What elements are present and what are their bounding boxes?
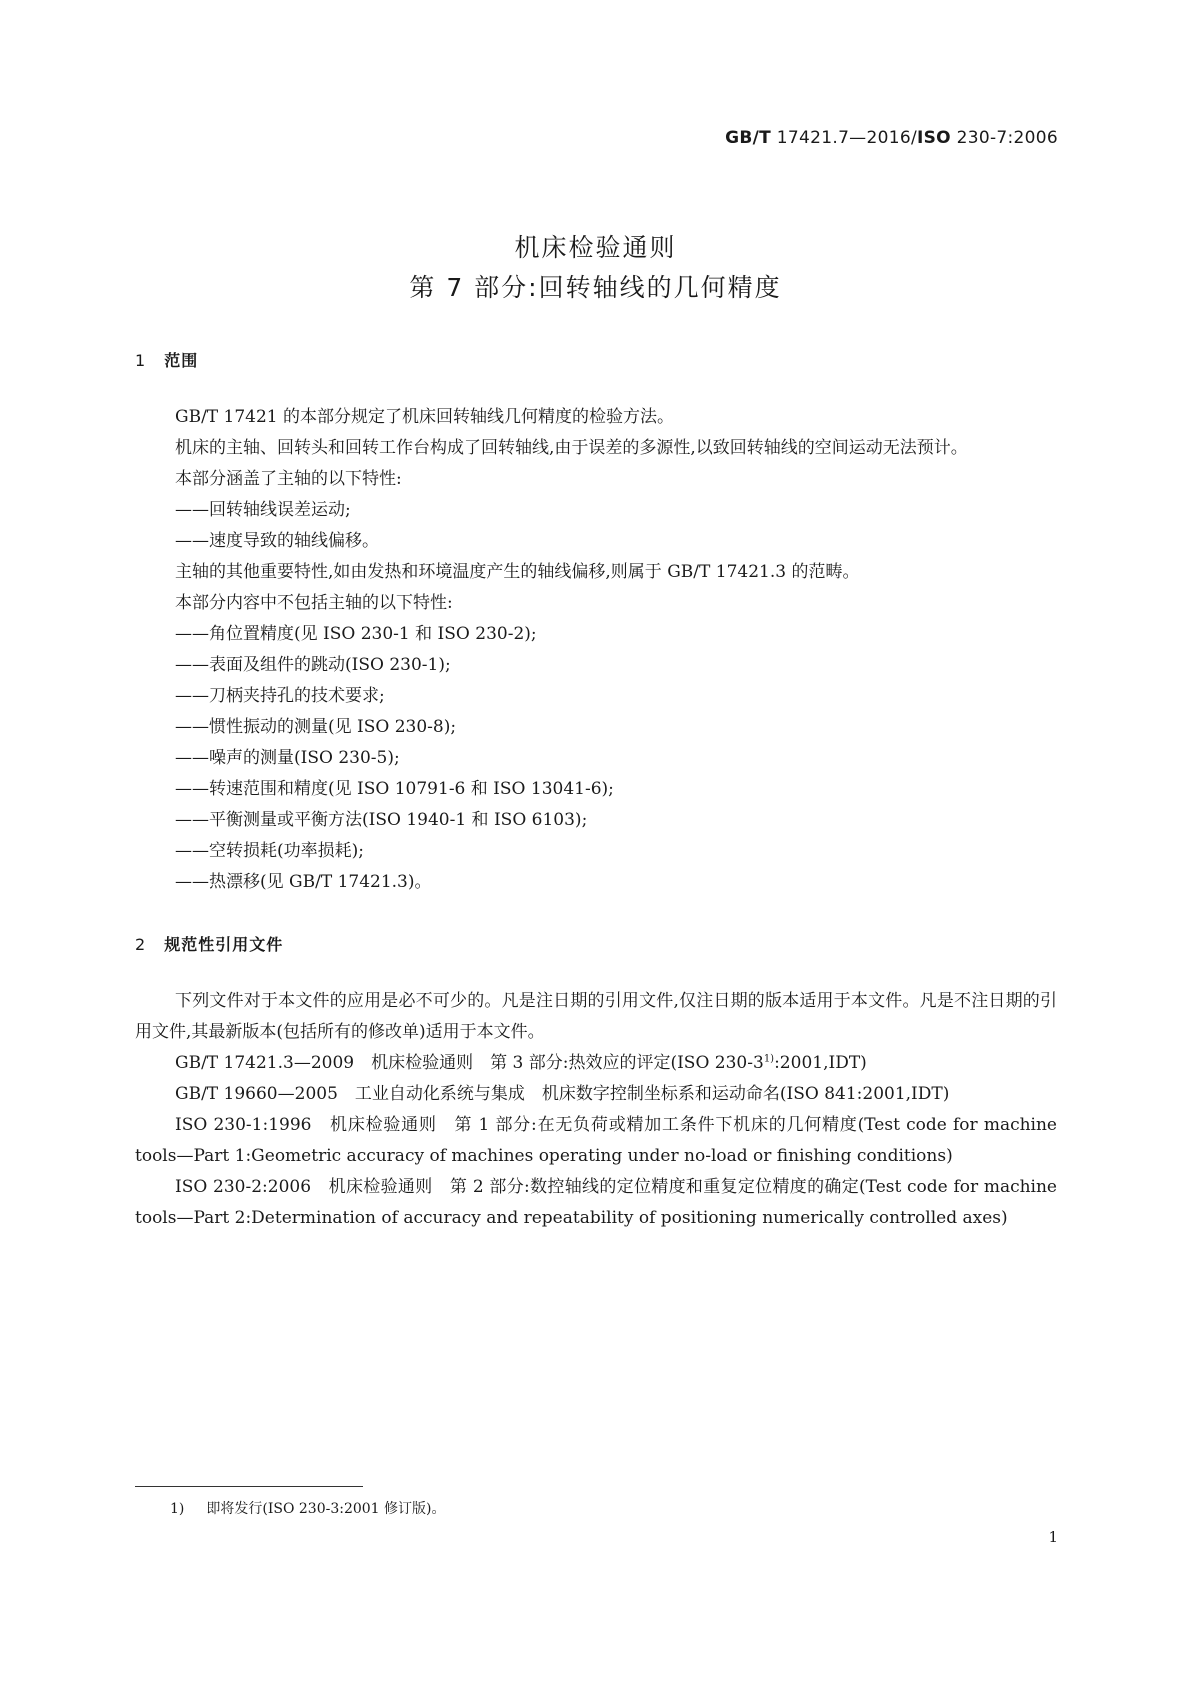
reference-text: :2001,IDT): [774, 1053, 867, 1073]
footnote-text: 即将发行(ISO 230-3:2001 修订版)。: [206, 1501, 446, 1517]
scope-paragraph: 本部分涵盖了主轴的以下特性:: [175, 469, 402, 489]
scope-paragraph: GB/T 17421 的本部分规定了机床回转轴线几何精度的检验方法。: [175, 407, 675, 427]
section-1-body: [135, 402, 1057, 898]
included-item: ——速度导致的轴线偏移。: [175, 531, 379, 551]
section-1-number: 1: [135, 351, 147, 370]
excluded-item: ——角位置精度(见 ISO 230-1 和 ISO 230-2);: [175, 624, 537, 644]
references-intro: 下列文件对于本文件的应用是必不可少的。凡是注日期的引用文件,仅注日期的版本适用于本文件。凡是不注日期的引用文件,其最新版本(包括所有的修改单)适用于本文件。: [135, 991, 1057, 1042]
section-2-number: 2: [135, 935, 147, 954]
reference-entry: GB/T 19660—2005 工业自动化系统与集成 机床数字控制坐标系和运动命名(ISO 841:2001,IDT): [175, 1084, 950, 1104]
section-1-heading: [135, 348, 198, 371]
scope-paragraph: 本部分内容中不包括主轴的以下特性:: [175, 593, 453, 613]
footnote-reference: 1): [763, 1053, 775, 1065]
excluded-item: ——转速范围和精度(见 ISO 10791-6 和 ISO 13041-6);: [175, 779, 614, 799]
reference-entry: ISO 230-1:1996 机床检验通则 第 1 部分:在无负荷或精加工条件下机床的几何精度(Test code for machine tools—Part 1:Geometric accuracy of machines operating under no-load or finishing conditions): [135, 1115, 1057, 1166]
excluded-item: ——热漂移(见 GB/T 17421.3)。: [175, 872, 432, 892]
excluded-item: ——刀柄夹持孔的技术要求;: [175, 686, 385, 706]
header-iso-number: 230-7:2006: [950, 128, 1058, 148]
header-iso-code: ISO: [916, 128, 951, 148]
footnote: [170, 1498, 446, 1518]
included-item: ——回转轴线误差运动;: [175, 500, 351, 520]
header-standard-code: GB/T: [725, 128, 772, 148]
title-line-2: 第 7 部分:回转轴线的几何精度: [409, 273, 782, 302]
reference-text: GB/T 17421.3—2009 机床检验通则 第 3 部分:热效应的评定(ISO 230-3: [175, 1053, 764, 1073]
section-2-heading: [135, 932, 283, 955]
excluded-item: ——平衡测量或平衡方法(ISO 1940-1 和 ISO 6103);: [175, 810, 588, 830]
reference-entry: ISO 230-2:2006 机床检验通则 第 2 部分:数控轴线的定位精度和重复定位精度的确定(Test code for machine tools—Part 2:Determination of accuracy and repeatability of positioning numerically controlled axes): [135, 1177, 1057, 1228]
excluded-item: ——惯性振动的测量(见 ISO 230-8);: [175, 717, 457, 737]
scope-paragraph: 主轴的其他重要特性,如由发热和环境温度产生的轴线偏移,则属于 GB/T 17421.3 的范畴。: [175, 562, 860, 582]
page-number: 1: [1048, 1528, 1058, 1546]
footnote-mark: 1): [170, 1501, 185, 1517]
section-2-body: [135, 986, 1057, 1234]
scope-paragraph: 机床的主轴、回转头和回转工作台构成了回转轴线,由于误差的多源性,以致回转轴线的空间运动无法预计。: [175, 438, 968, 458]
section-1-title: 范围: [164, 351, 199, 370]
header-standard-number: 17421.7—2016/: [771, 128, 917, 148]
document-title: [0, 228, 1191, 308]
reference-entry: [135, 1048, 1057, 1079]
excluded-item: ——空转损耗(功率损耗);: [175, 841, 364, 861]
title-line-1: 机床检验通则: [514, 233, 677, 262]
footnote-divider: [135, 1486, 363, 1487]
section-2-title: 规范性引用文件: [164, 935, 284, 954]
excluded-item: ——表面及组件的跳动(ISO 230-1);: [175, 655, 451, 675]
excluded-item: ——噪声的测量(ISO 230-5);: [175, 748, 400, 768]
document-header: [725, 128, 1058, 148]
